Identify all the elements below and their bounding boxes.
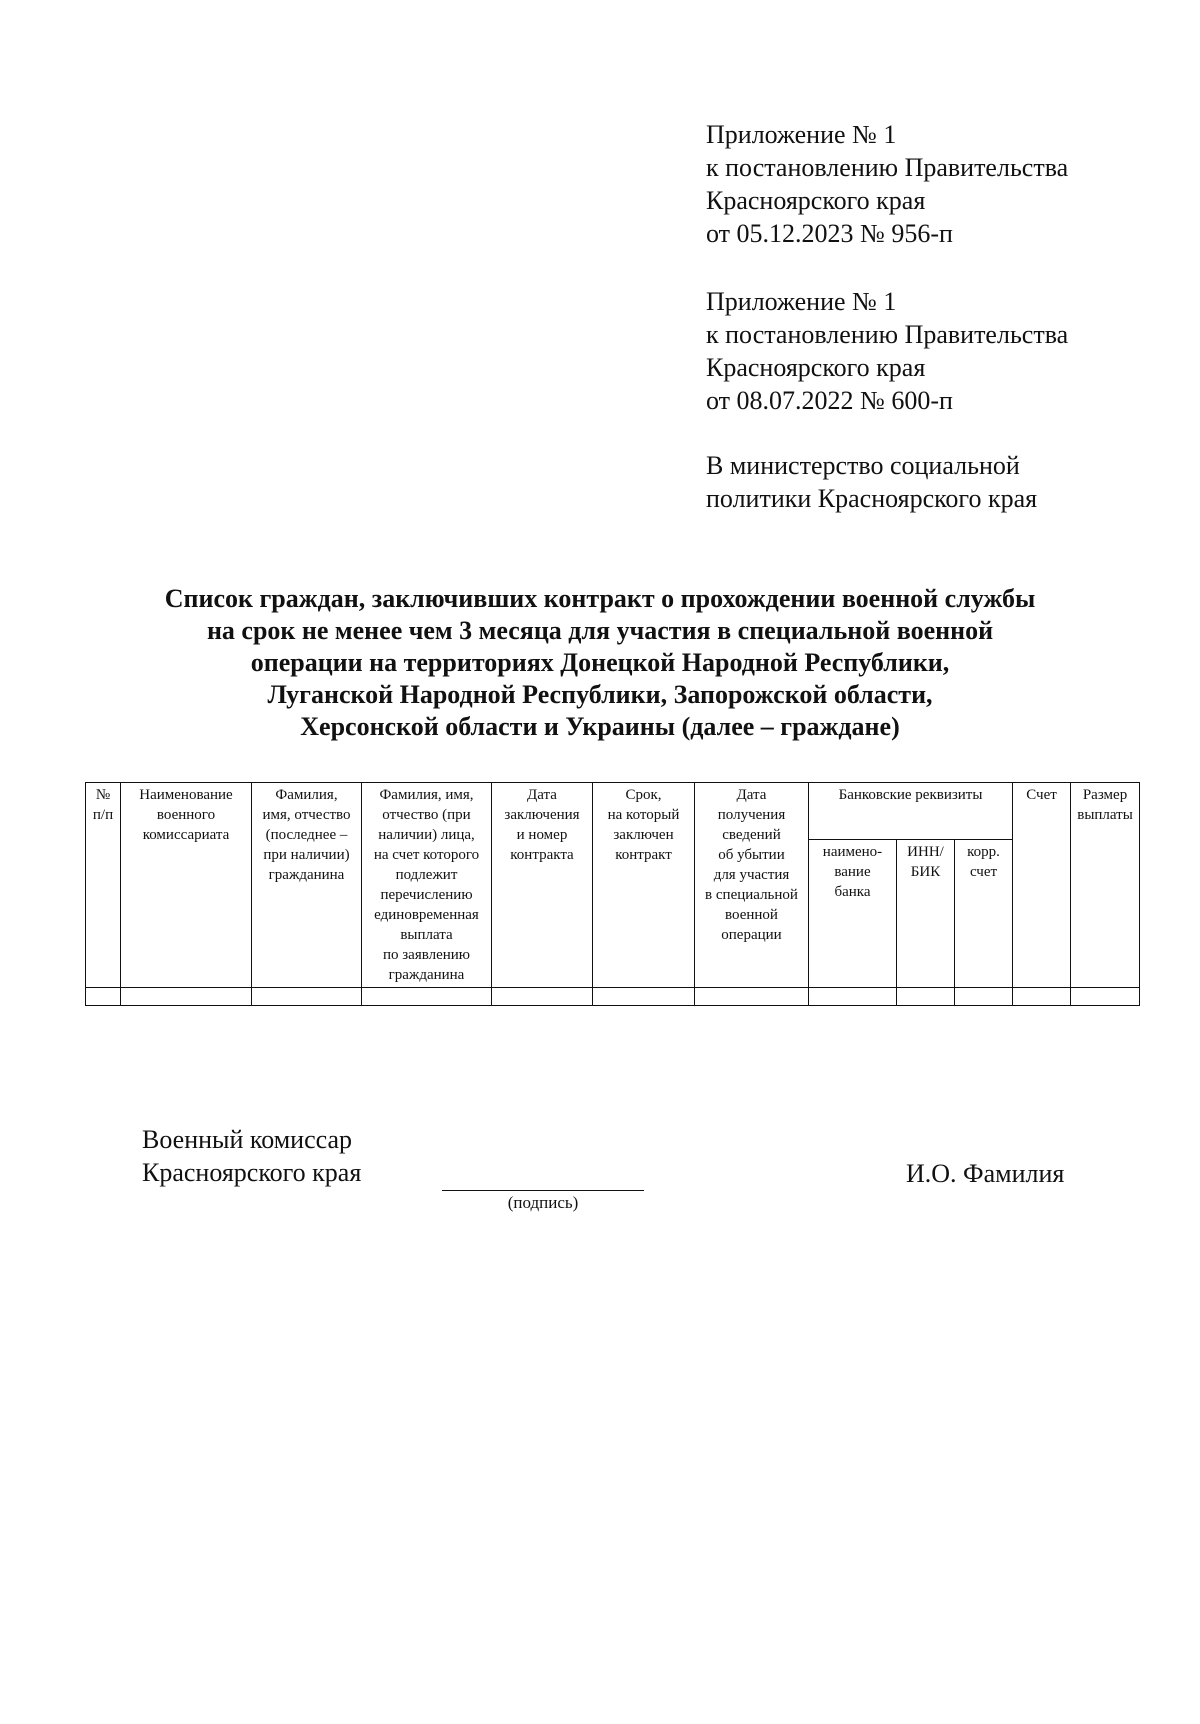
citizens-register-table: [85, 782, 1140, 1006]
title-line: Херсонской области и Украины (далее – граждане): [300, 712, 900, 741]
signer-position: [142, 1123, 361, 1189]
column-header-recipient-name: Фамилия, имя, отчество (при наличии) лица, на счет которого подлежит перечислению единовременная выплата по заявлению гражданина: [362, 783, 492, 988]
annex-current-reference: [706, 118, 1068, 250]
table-cell: [955, 988, 1013, 1006]
annex-original-reference: [706, 285, 1068, 417]
column-header-number: № п/п: [86, 783, 121, 988]
table-cell: [1013, 988, 1071, 1006]
table-row: [86, 988, 1140, 1006]
title-line: Луганской Народной Республики, Запорожской области,: [267, 680, 933, 709]
column-header-bank-name: наимено- вание банка: [809, 839, 897, 987]
table-cell: [695, 988, 809, 1006]
column-header-commissariat: Наименование военного комиссариата: [121, 783, 252, 988]
title-line: операции на территориях Донецкой Народной Республики,: [250, 648, 950, 677]
table-cell: [121, 988, 252, 1006]
annex-line: от 05.12.2023 № 956-п: [706, 219, 953, 248]
annex-line: Приложение № 1: [706, 287, 897, 316]
column-header-contract-term: Срок, на который заключен контракт: [593, 783, 695, 988]
title-line: Список граждан, заключивших контракт о прохождении военной службы: [164, 584, 1036, 613]
table-cell: [86, 988, 121, 1006]
recipient-block: [706, 449, 1037, 515]
document-title: [100, 583, 1100, 743]
table-cell: [362, 988, 492, 1006]
annex-line: к постановлению Правительства: [706, 320, 1069, 349]
annex-line: Красноярского края: [706, 353, 926, 382]
table-cell: [593, 988, 695, 1006]
table-cell: [1071, 988, 1140, 1006]
recipient-line: В министерство социальной: [706, 451, 1020, 480]
table-cell: [492, 988, 593, 1006]
column-header-payment-amount: Размер выплаты: [1071, 783, 1140, 988]
column-header-inn-bik: ИНН/ БИК: [897, 839, 955, 987]
signer-name: И.О. Фамилия: [906, 1159, 1065, 1188]
table-cell: [809, 988, 897, 1006]
annex-line: Приложение № 1: [706, 120, 897, 149]
table-cell: [897, 988, 955, 1006]
signer-position-line: Военный комиссар: [142, 1125, 353, 1154]
column-header-account: Счет: [1013, 783, 1071, 988]
annex-line: от 08.07.2022 № 600-п: [706, 386, 953, 415]
column-header-departure-date: Дата получения сведений об убытии для участия в специальной военной операции: [695, 783, 809, 988]
table-cell: [252, 988, 362, 1006]
signature-caption: (подпись): [507, 1193, 579, 1212]
column-header-citizen-name: Фамилия, имя, отчество (последнее – при наличии) гражданина: [252, 783, 362, 988]
signer-position-line: Красноярского края: [142, 1158, 362, 1187]
recipient-line: политики Красноярского края: [706, 484, 1038, 513]
column-group-bank-details: Банковские реквизиты: [809, 783, 1013, 840]
column-header-corr-account: корр. счет: [955, 839, 1013, 987]
column-header-contract-date: Дата заключения и номер контракта: [492, 783, 593, 988]
signature-line: [442, 1190, 644, 1191]
title-line: на срок не менее чем 3 месяца для участия в специальной военной: [206, 616, 994, 645]
annex-line: Красноярского края: [706, 186, 926, 215]
annex-line: к постановлению Правительства: [706, 153, 1069, 182]
